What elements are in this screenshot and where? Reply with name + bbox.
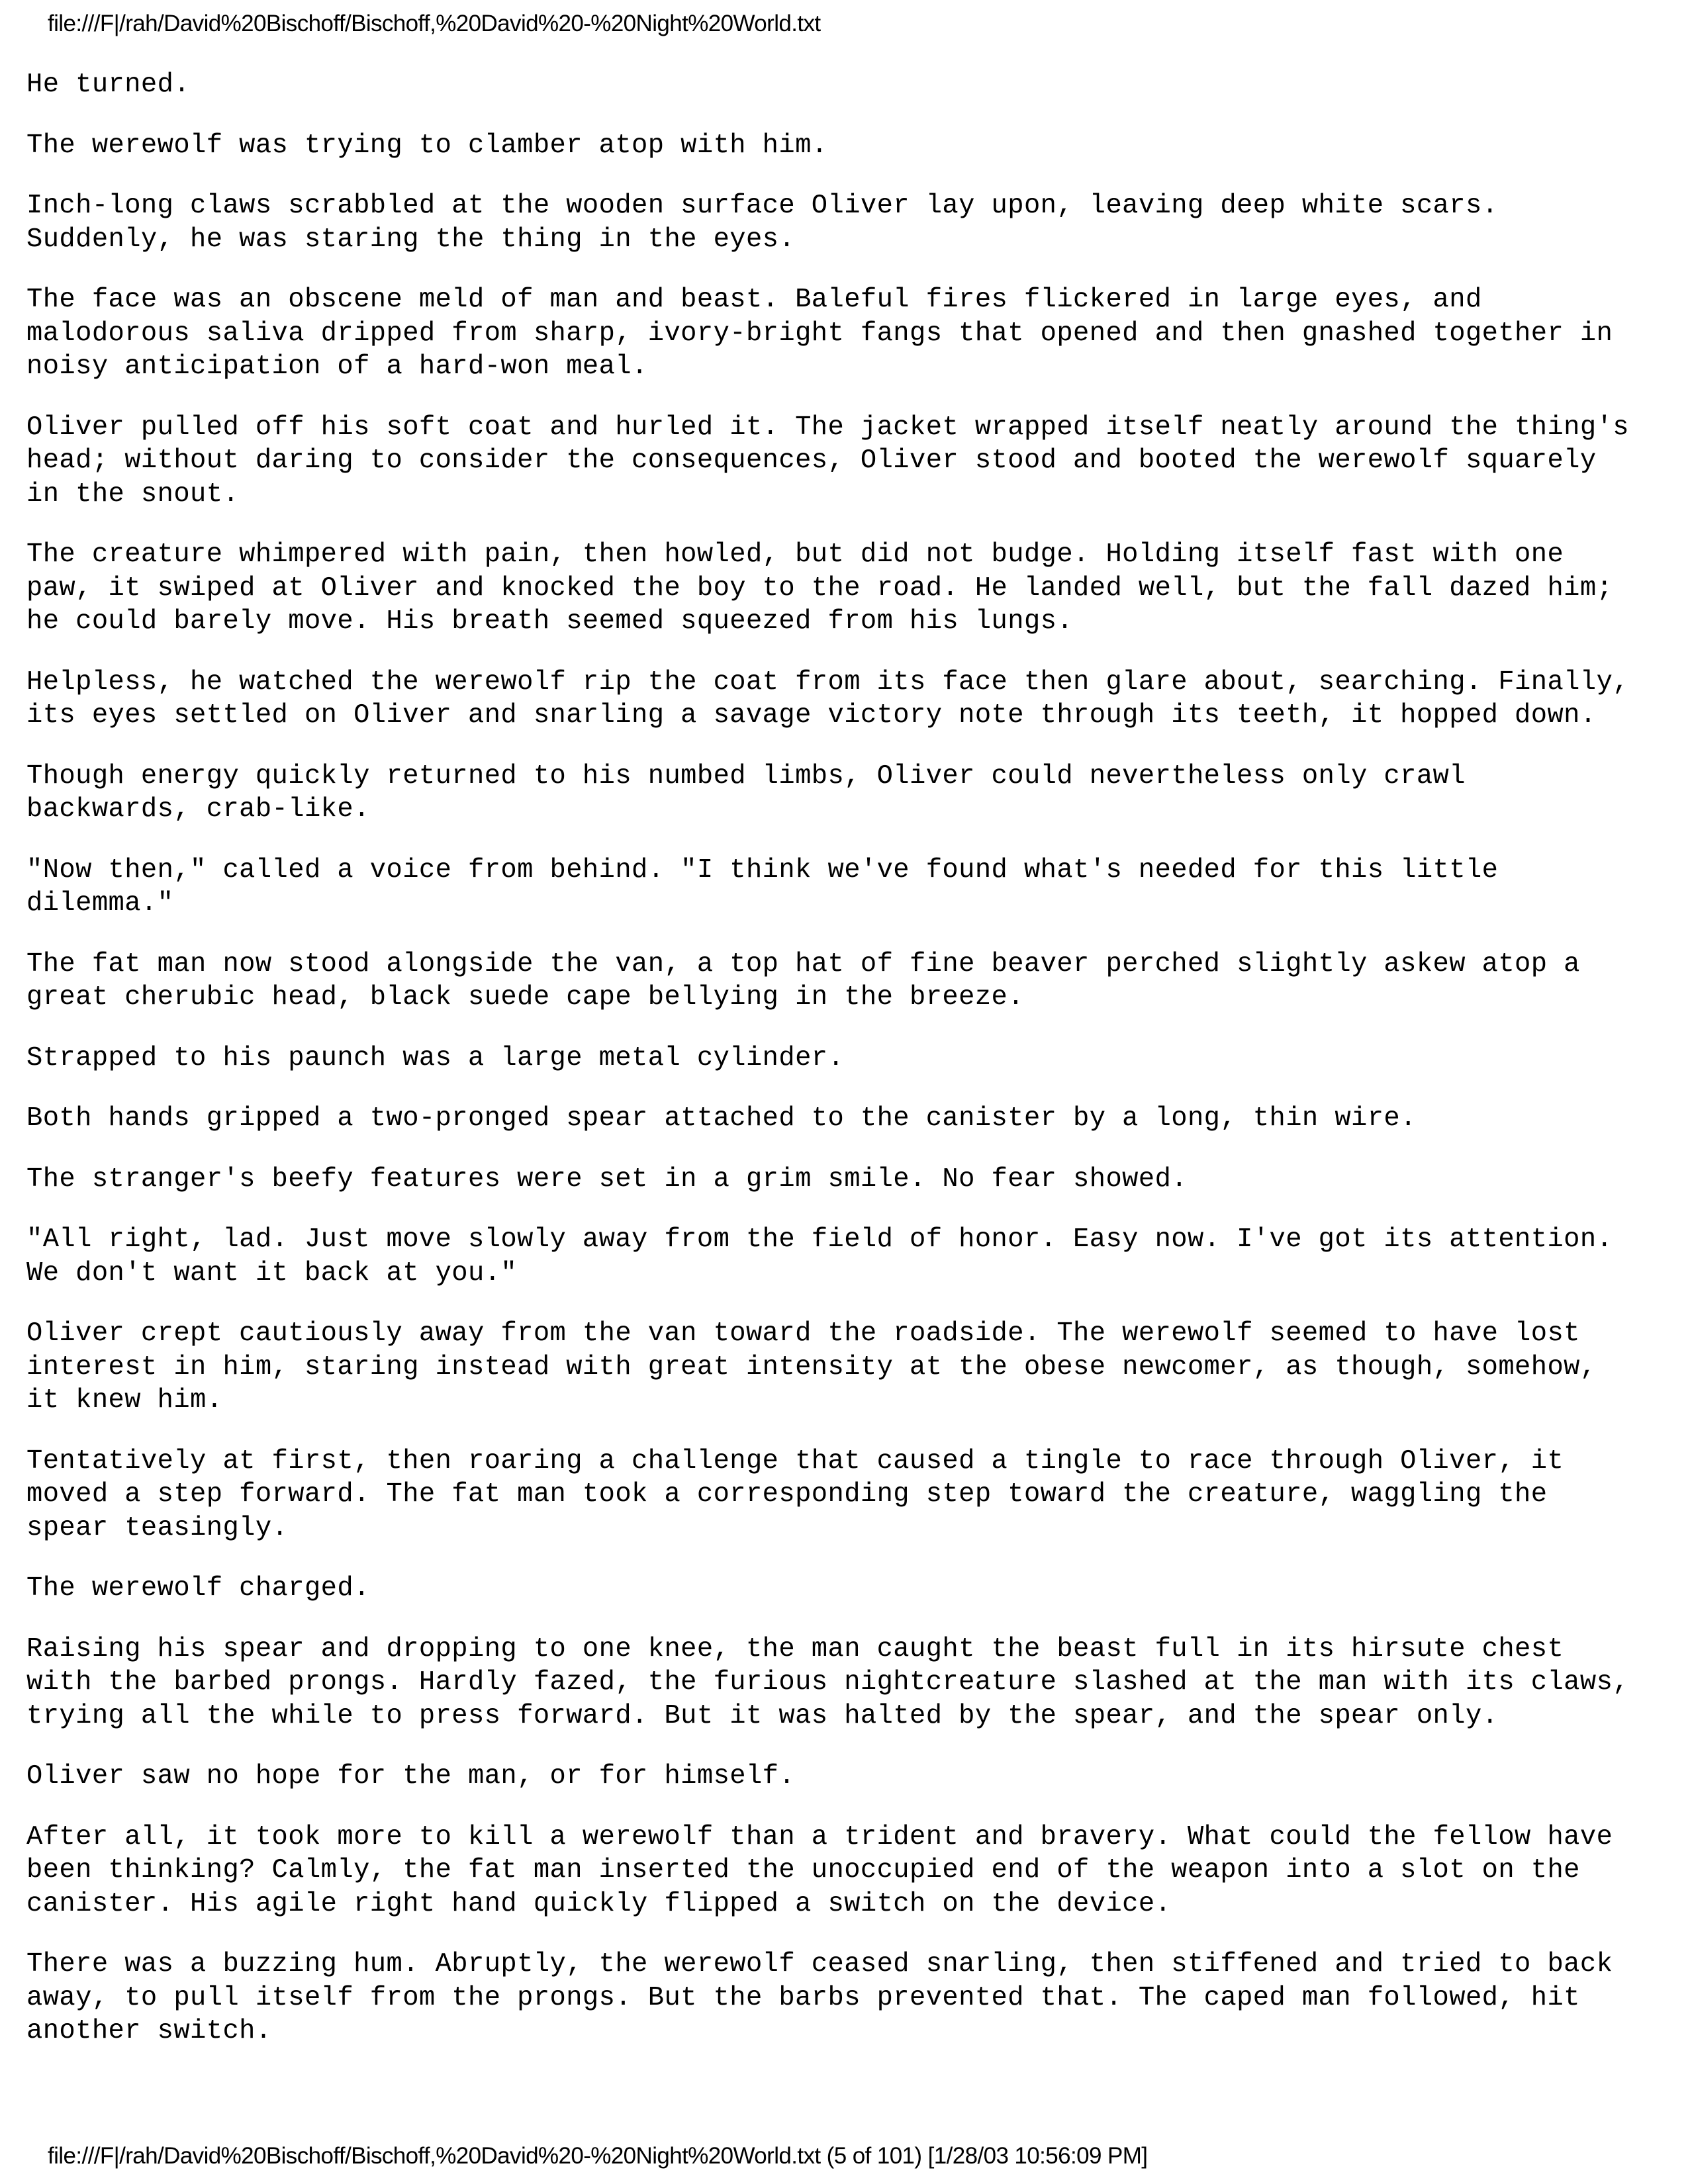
paragraph: "All right, lad. Just move slowly away from the field of honor. Easy now. I've got its attention. We don't want it back at you." [26, 1224, 1613, 1289]
paragraph: The stranger's beefy features were set in a grim smile. No fear showed. [26, 1163, 1188, 1195]
paragraph: Helpless, he watched the werewolf rip the coat from its face then glare about, searching. Finally, its eyes settled on Oliver and snarling a savage victory note through its teeth, it hopped down. [26, 666, 1629, 731]
page-header-url: file:///F|/rah/David%20Bischoff/Bischoff,%20David%20-%20Night%20World.txt [48, 11, 821, 36]
paragraph: The fat man now stood alongside the van, a top hat of fine beaver perched slightly askew atop a great cherubic head, black suede cape bellying in the breeze. [26, 948, 1580, 1013]
paragraph: "Now then," called a voice from behind. "I think we've found what's needed for this little dilemma." [26, 854, 1499, 919]
page-footer: file:///F|/rah/David%20Bischoff/Bischoff,%20David%20-%20Night%20World.txt (5 of 101) [1/28/03 10:56:09 PM] [48, 2143, 1148, 2169]
paragraph: Raising his spear and dropping to one knee, the man caught the beast full in its hirsute chest with the barbed prongs. Hardly fazed, the furious nightcreature slashed at the man with its claws, trying all the while to press forward. But it was halted by the spear, and the spear only. [26, 1633, 1629, 1731]
paragraph: Both hands gripped a two-pronged spear attached to the canister by a long, thin wire. [26, 1103, 1417, 1134]
paragraph: Oliver saw no hope for the man, or for himself. [26, 1761, 796, 1792]
paragraph: He turned. [26, 69, 191, 100]
paragraph: The werewolf was trying to clamber atop with him. [26, 130, 828, 161]
paragraph: Oliver pulled off his soft coat and hurled it. The jacket wrapped itself neatly around the thing's head; without daring to consider the consequences, Oliver stood and booted the werewolf squarely in the snout. [26, 412, 1629, 510]
paragraph: There was a buzzing hum. Abruptly, the werewolf ceased snarling, then stiffened and tried to back away, to pull itself from the prongs. But the barbs prevented that. The caped man followed, hit another switch. [26, 1949, 1613, 2046]
paragraph: Strapped to his paunch was a large metal cylinder. [26, 1042, 845, 1073]
paragraph: The werewolf charged. [26, 1573, 370, 1604]
document-body [26, 68, 1662, 2075]
paragraph: The face was an obscene meld of man and beast. Baleful fires flickered in large eyes, and malodorous saliva dripped from sharp, ivory-bright fangs that opened and then gnashed together in noisy anticipation of a hard-won meal. [26, 285, 1613, 382]
paragraph: Tentatively at first, then roaring a challenge that caused a tingle to race through Oliver, it moved a step forward. The fat man took a corresponding step toward the creature, waggling the spear teasingly. [26, 1445, 1564, 1543]
paragraph: Though energy quickly returned to his numbed limbs, Oliver could nevertheless only crawl backwards, crab-like. [26, 760, 1466, 825]
paragraph: The creature whimpered with pain, then howled, but did not budge. Holding itself fast with one paw, it swiped at Oliver and knocked the boy to the road. He landed well, but the fall dazed him; he could barely move. His breath seemed squeezed from his lungs. [26, 539, 1613, 637]
paragraph: Oliver crept cautiously away from the van toward the roadside. The werewolf seemed to have lost interest in him, staring instead with great intensity at the obese newcomer, as though, somehow, it knew him. [26, 1318, 1597, 1416]
paragraph: Inch-long claws scrabbled at the wooden surface Oliver lay upon, leaving deep white scars. Suddenly, he was staring the thing in the eyes. [26, 191, 1499, 255]
paragraph: After all, it took more to kill a werewolf than a trident and bravery. What could the fellow have been thinking? Calmly, the fat man inserted the unoccupied end of the weapon into a slot on the canister. His agile right hand quickly flipped a switch on the device. [26, 1821, 1613, 1919]
